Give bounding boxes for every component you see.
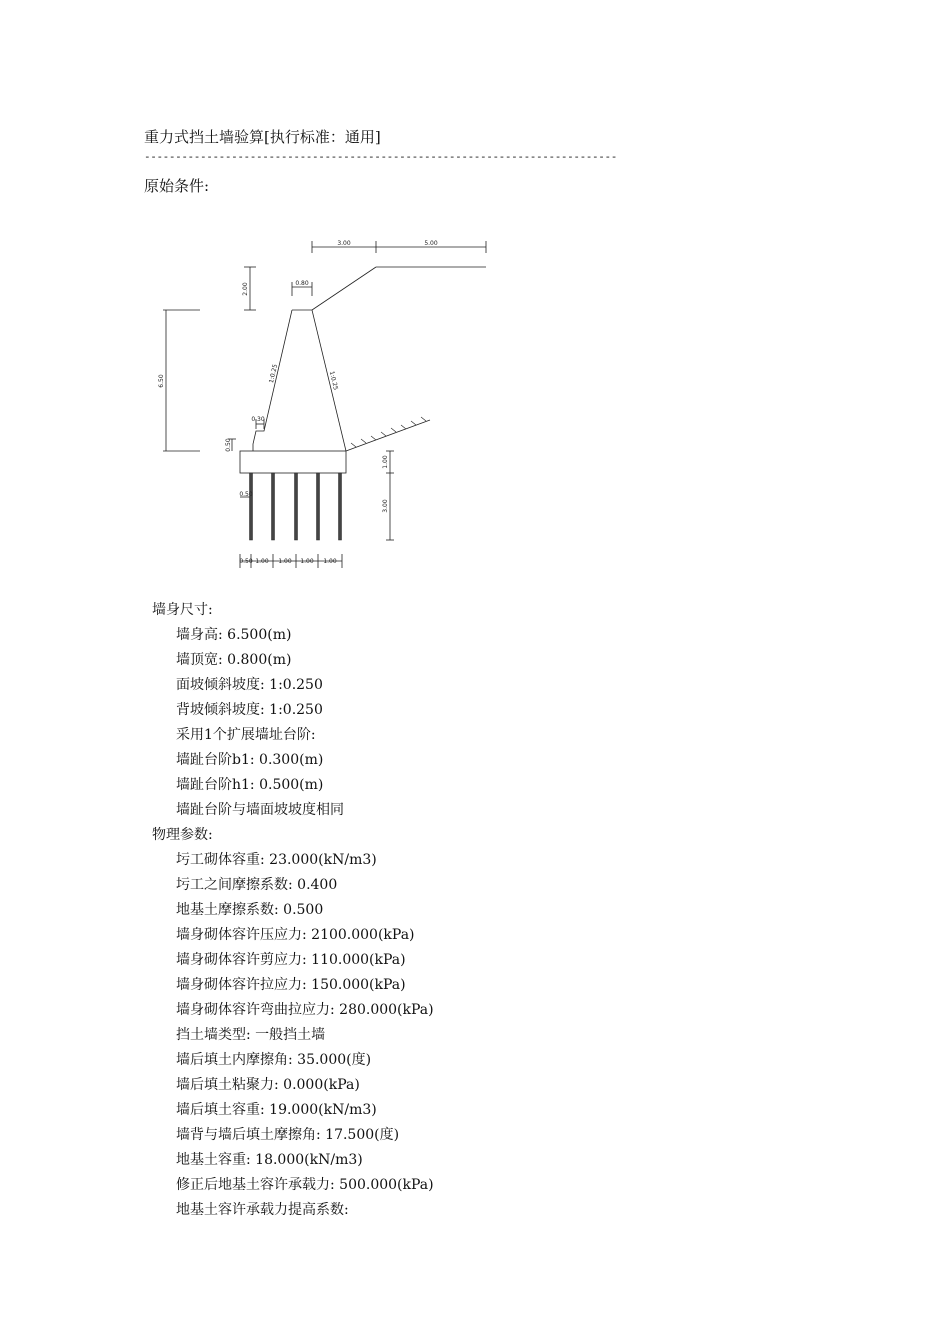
dim-toe-h1: 0.50 xyxy=(225,438,232,452)
param-item: 墙趾台阶b1: 0.300(m) xyxy=(176,752,324,768)
physical-parameters-heading: 物理参数: xyxy=(152,827,213,843)
wall-dimensions-heading: 墙身尺寸: xyxy=(152,602,213,618)
dim-pile-spacing: 0.50 xyxy=(239,558,253,565)
separator-line: ---------------------------------------------------------------------------- xyxy=(144,150,617,163)
param-item: 墙身砌体容许压应力: 2100.000(kPa) xyxy=(176,927,415,943)
param-item: 墙背与墙后填土摩擦角: 17.500(度) xyxy=(176,1127,400,1143)
dim-pile-spacing: 1.00 xyxy=(278,558,292,565)
dim-fill-height: 2.00 xyxy=(242,282,249,296)
param-item: 圬工之间摩擦系数: 0.400 xyxy=(176,877,338,893)
dim-wall-height: 6.50 xyxy=(158,374,165,388)
dim-toe-b1: 0.30 xyxy=(251,416,265,423)
document-title: 重力式挡土墙验算[执行标准：通用] xyxy=(144,128,381,146)
ground-hatching xyxy=(351,417,426,447)
param-item: 地基土摩擦系数: 0.500 xyxy=(176,902,324,918)
dim-back-slope: 1:0.25 xyxy=(327,370,340,391)
param-item: 墙后填土内摩擦角: 35.000(度) xyxy=(176,1052,372,1068)
param-item: 墙身砌体容许拉应力: 150.000(kPa) xyxy=(176,977,406,993)
param-item: 墙后填土容重: 19.000(kN/m3) xyxy=(176,1102,377,1118)
param-item: 采用1个扩展墙址台阶: xyxy=(176,727,316,743)
param-item: 墙顶宽: 0.800(m) xyxy=(176,652,292,668)
dim-top-width: 0.80 xyxy=(295,280,309,287)
dim-top-right: 5.00 xyxy=(424,240,438,247)
param-item: 地基土容许承载力提高系数: xyxy=(176,1202,349,1218)
param-item: 背坡倾斜坡度: 1:0.250 xyxy=(176,702,323,718)
param-item: 面坡倾斜坡度: 1:0.250 xyxy=(176,677,323,693)
param-item: 圬工砌体容重: 23.000(kN/m3) xyxy=(176,852,377,868)
piles xyxy=(250,473,342,540)
param-item: 地基土容重: 18.000(kN/m3) xyxy=(176,1152,363,1168)
param-item: 墙趾台阶与墙面坡坡度相同 xyxy=(176,802,344,818)
dim-pile-spacing: 1.00 xyxy=(323,558,337,565)
dim-pile-length: 3.00 xyxy=(382,499,389,513)
retaining-wall-drawing xyxy=(150,228,500,578)
dim-face-slope: 1:0.25 xyxy=(267,363,280,384)
param-item: 墙身砌体容许剪应力: 110.000(kPa) xyxy=(176,952,406,968)
parameter-list xyxy=(152,598,434,1223)
param-item: 墙趾台阶h1: 0.500(m) xyxy=(176,777,324,793)
dim-pile-spacing: 1.00 xyxy=(300,558,314,565)
param-item: 墙身砌体容许弯曲拉应力: 280.000(kPa) xyxy=(176,1002,434,1018)
dim-top-left: 3.00 xyxy=(337,240,351,247)
param-item: 挡土墙类型: 一般挡土墙 xyxy=(176,1027,326,1043)
param-item: 墙后填土粘聚力: 0.000(kPa) xyxy=(176,1077,360,1093)
param-item: 修正后地基土容许承载力: 500.000(kPa) xyxy=(176,1177,434,1193)
original-conditions-heading: 原始条件: xyxy=(144,177,210,195)
dim-pile-spacing: 1.00 xyxy=(255,558,269,565)
dim-pile-edge: 0.50 xyxy=(239,491,253,498)
dim-cap-thickness: 1.00 xyxy=(382,455,389,469)
param-item: 墙身高: 6.500(m) xyxy=(176,627,292,643)
